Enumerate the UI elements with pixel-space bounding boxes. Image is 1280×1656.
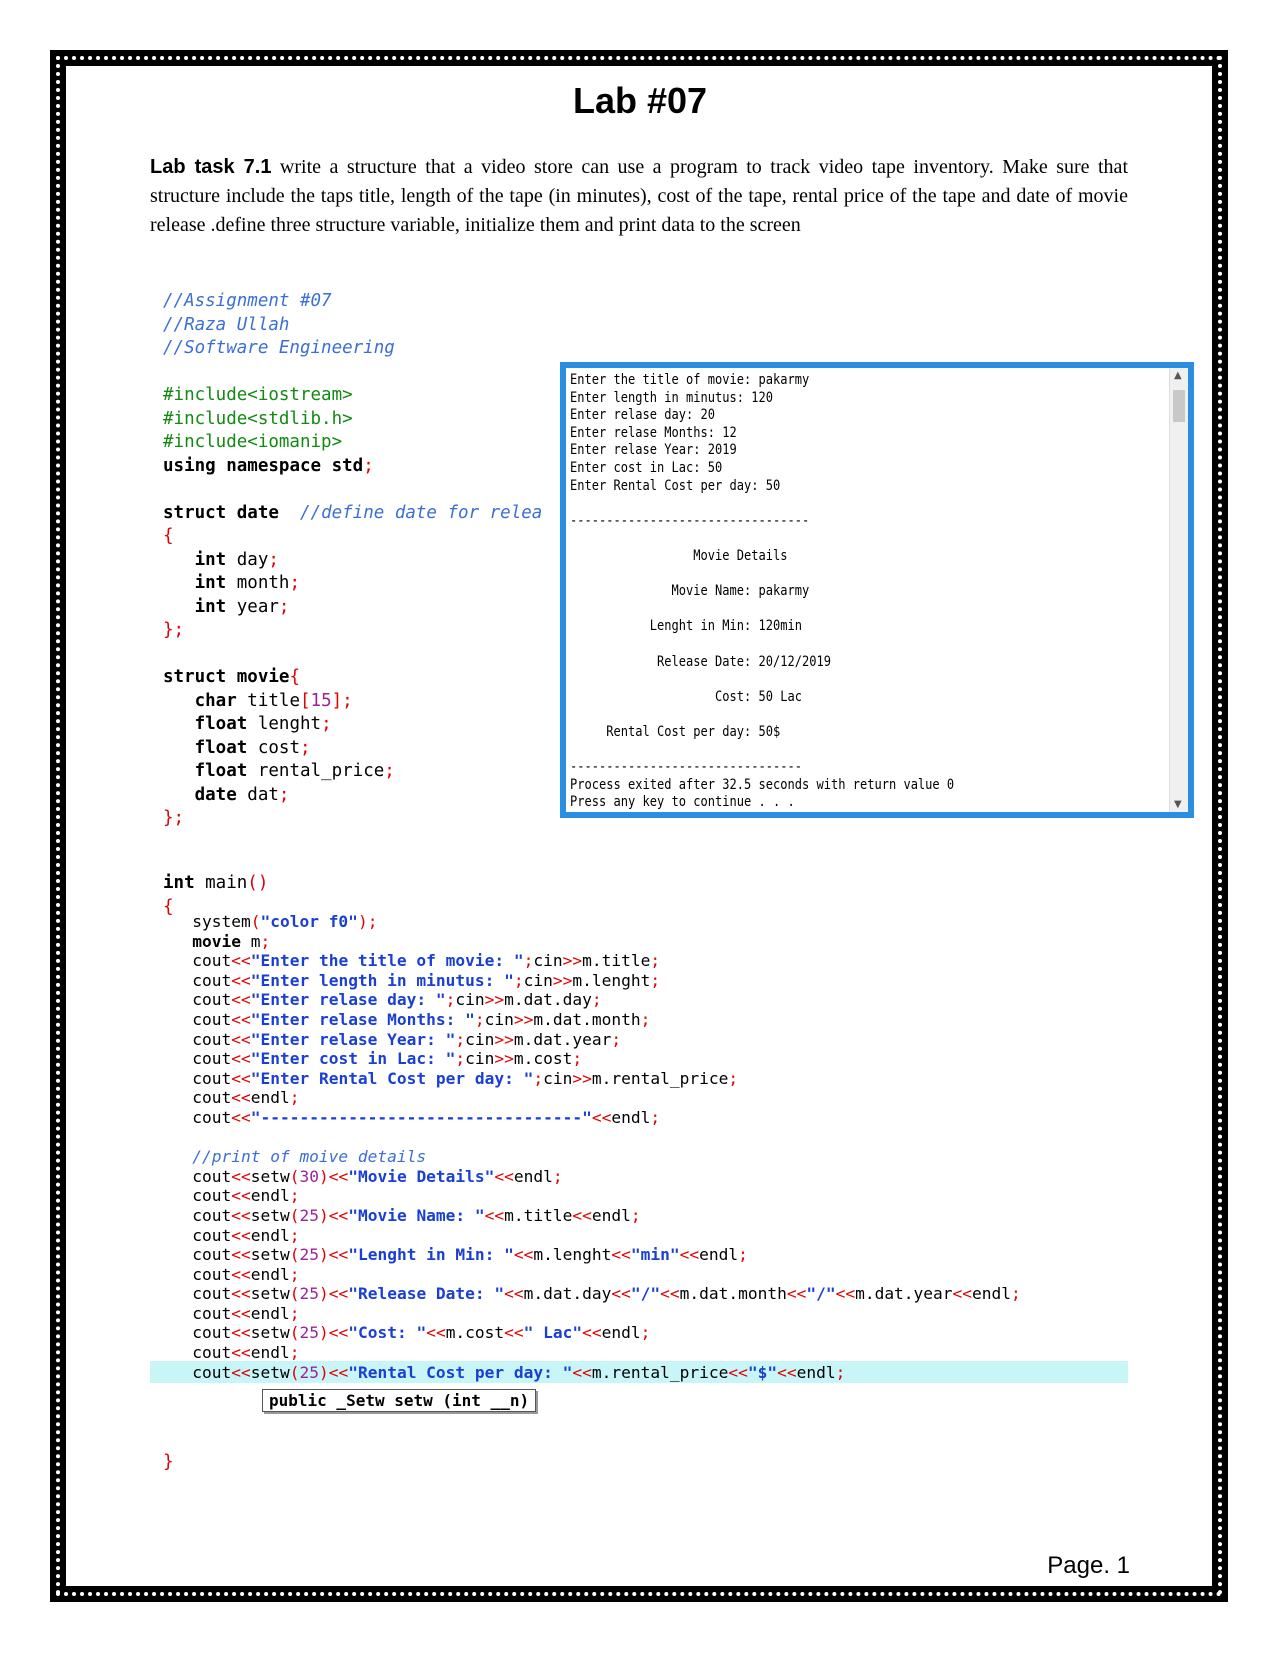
code-line: cout<<endl; [163, 1264, 300, 1284]
code-line: }; [163, 620, 185, 640]
console-line [570, 671, 954, 689]
code-line: }; [163, 808, 185, 828]
task-label: Lab task 7.1 [150, 156, 272, 178]
code-line: using namespace std; [163, 455, 374, 476]
code-line: cout<<setw(30)<<"Movie Details"<<endl; [163, 1166, 563, 1186]
console-line: Enter relase day: 20 [570, 407, 715, 424]
code-line: cout<<"Enter length in minutus: ";cin>>m.lenght; [163, 970, 661, 990]
console-line: Rental Cost per day: 50$ [570, 723, 781, 740]
code-line: int day; [194, 549, 279, 570]
console-line: Enter length in minutus: 120 [570, 389, 773, 406]
task-description [150, 153, 1128, 240]
scroll-up-icon[interactable]: ▲ [1174, 370, 1182, 381]
console-output [570, 372, 954, 812]
code-line: //print of moive details [163, 1147, 427, 1167]
code-line [163, 361, 542, 385]
code-line: cout<<endl; [163, 1088, 300, 1108]
code-line: struct date //define date for relea [163, 502, 543, 523]
code-line: cout<<endl; [163, 1343, 300, 1363]
console-line: Enter relase Year: 2019 [570, 442, 737, 459]
code-line: date dat; [194, 784, 290, 805]
console-line [570, 706, 954, 724]
console-line: Press any key to continue . . . [570, 794, 795, 811]
code-line: //Software Engineering [163, 338, 395, 358]
code-line: cout<<"---------------------------------"<<endl; [163, 1107, 661, 1127]
code-line: struct movie{ [163, 667, 300, 687]
code-line: int main() [163, 873, 269, 893]
console-line: Enter relase Months: 12 [570, 424, 737, 441]
code-line: cout<<endl; [163, 1303, 300, 1323]
code-line [163, 1128, 1021, 1148]
code-line: system("color f0"); [163, 912, 378, 931]
code-line: cout<<setw(25)<<"Cost: "<<m.cost<<" Lac"<<endl; [163, 1323, 651, 1343]
console-line [570, 741, 954, 759]
code-listing-body [163, 912, 1021, 1382]
code-line: #include<stdlib.h> [163, 408, 353, 429]
code-line: #include<iostream> [163, 385, 353, 405]
console-line [570, 530, 954, 548]
console-line: Cost: 50 Lac [570, 688, 802, 705]
task-text: write a structure that a video store can use a program to track video tape inventory. Make sure that structure include the taps title, length of the tape (in minutes), cost of the tape, rental price of the tape and date of movie release .define three structure variable, initialize them and print data to the screen [150, 156, 1128, 236]
code-line: cout<<"Enter the title of movie: ";cin>>m.title; [163, 951, 661, 971]
code-line: cout<<setw(25)<<"Lenght in Min: "<<m.lenght<<"min"<<endl; [163, 1245, 748, 1265]
code-line: float lenght; [194, 714, 332, 734]
code-line: { [163, 526, 174, 546]
code-line: cout<<endl; [163, 1186, 300, 1206]
console-line: Process exited after 32.5 seconds with return value 0 [570, 776, 955, 793]
code-line: int year; [194, 596, 290, 617]
console-line: Movie Details [570, 547, 788, 564]
code-line: cout<<setw(25)<<"Release Date: "<<m.dat.day<<"/"<<m.dat.month<<"/"<<m.dat.year<<endl; [163, 1284, 1021, 1304]
code-line: cout<<endl; [163, 1225, 300, 1245]
code-line: cout<<setw(25)<<"Rental Cost per day: "<<m.rental_price<<"$"<<endl; [163, 1362, 846, 1382]
setw-tooltip: public _Setw setw (int __n) [262, 1389, 536, 1412]
page-number: Page. 1 [1047, 1552, 1130, 1579]
code-line: char title[15]; [194, 690, 353, 711]
console-line: -------------------------------- [570, 759, 802, 776]
console-line: Movie Name: pakarmy [570, 583, 810, 600]
code-line: cout<<"Enter Rental Cost per day: ";cin>>m.rental_price; [163, 1068, 739, 1088]
code-line: cout<<"Enter relase Year: ";cin>>m.dat.year; [163, 1029, 622, 1049]
code-line: float rental_price; [194, 761, 395, 781]
console-line [570, 636, 954, 654]
scroll-thumb[interactable] [1173, 390, 1185, 422]
code-listing-top [163, 290, 542, 831]
console-line [570, 495, 954, 513]
code-line [163, 478, 542, 502]
code-line: float cost; [194, 737, 311, 758]
console-window[interactable] [560, 362, 1194, 818]
scroll-down-icon[interactable]: ▼ [1174, 799, 1182, 810]
console-scrollbar[interactable] [1169, 368, 1188, 812]
console-line: Enter Rental Cost per day: 50 [570, 477, 781, 494]
code-line: cout<<"Enter relase Months: ";cin>>m.dat.month; [163, 1009, 651, 1029]
console-line: Lenght in Min: 120min [570, 618, 802, 635]
console-line [570, 601, 954, 619]
code-line: #include<iomanip> [163, 432, 343, 452]
code-line: cout<<"Enter cost in Lac: ";cin>>m.cost; [163, 1049, 583, 1069]
code-line: //Raza Ullah [163, 314, 290, 335]
console-line: --------------------------------- [570, 512, 810, 529]
code-line: cout<<"Enter relase day: ";cin>>m.dat.day; [163, 990, 602, 1010]
console-line: Release Date: 20/12/2019 [570, 653, 831, 670]
code-line: //Assignment #07 [163, 291, 332, 311]
code-line: cout<<setw(25)<<"Movie Name: "<<m.title<<endl; [163, 1205, 641, 1225]
console-line: Enter the title of movie: pakarmy [570, 372, 810, 388]
closing-brace: } [163, 1452, 174, 1472]
page-title: Lab #07 [572, 80, 708, 121]
code-line: int month; [194, 573, 300, 593]
code-line: movie m; [192, 931, 271, 951]
code-line: { [163, 896, 174, 917]
console-line: Enter cost in Lac: 50 [570, 459, 723, 476]
console-line [570, 566, 954, 584]
code-line [163, 643, 542, 667]
